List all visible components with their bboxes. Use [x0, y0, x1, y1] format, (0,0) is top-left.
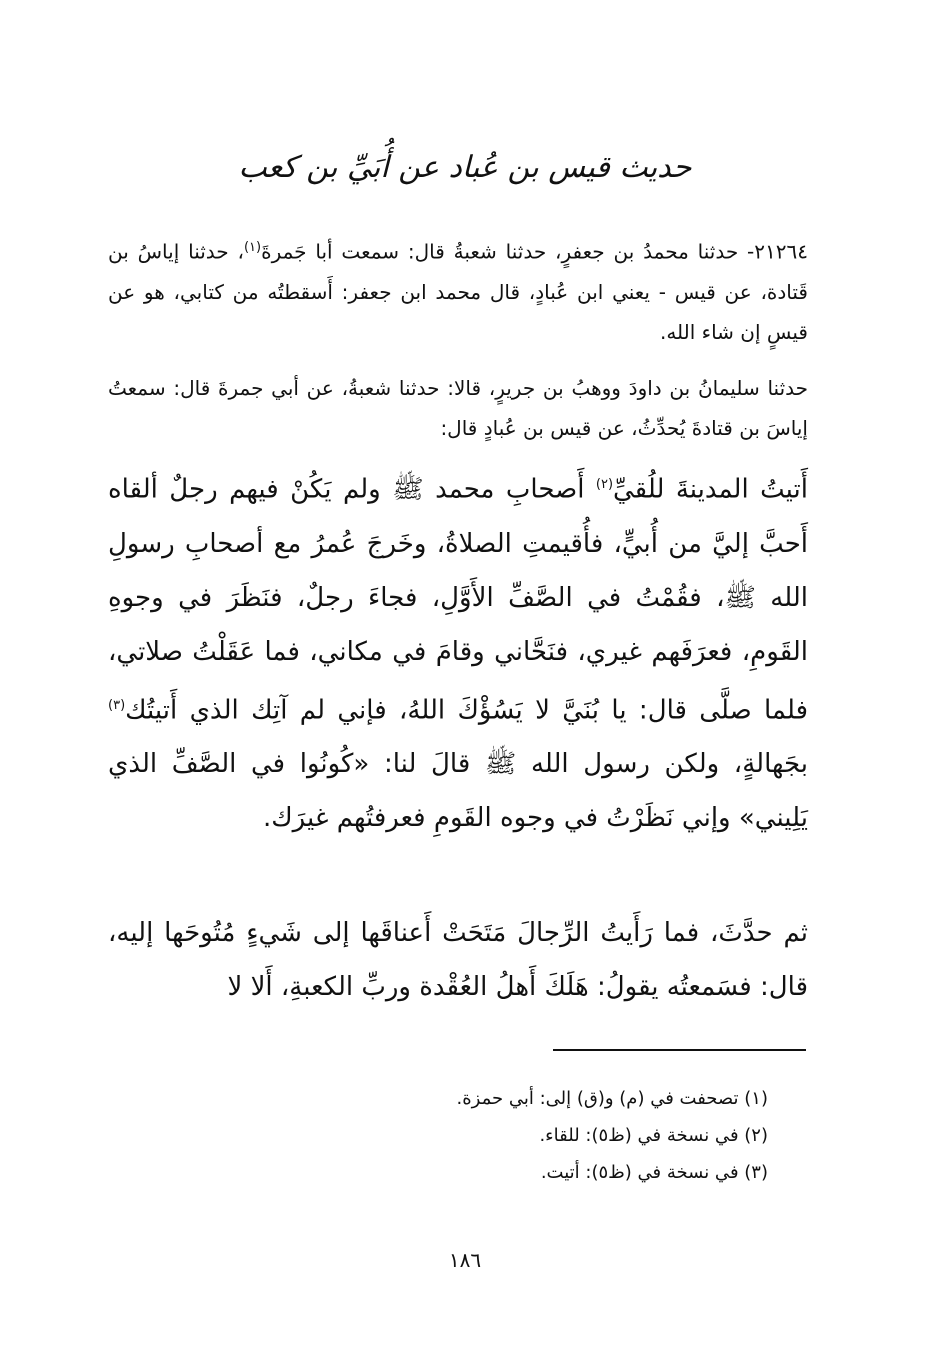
hadith-paragraph-1 [108, 228, 808, 352]
paragraph-text: ٢١٢٦٤- حدثنا محمدُ بن جعفرٍ، حدثنا شعبةُ قال: سمعت أبا جَمرةَ [261, 239, 808, 264]
paragraph-text: ، حدثنا إياسُ بن قَتادة، عن قيس - يعني ابن عُبادٍ، قال محمد ابن جعفر: أَسقطتُه من كتابي، هو عن قيسٍ إن شاء الله. [108, 239, 808, 344]
page-number: ١٨٦ [448, 1248, 482, 1272]
hadith-paragraph-3 [108, 458, 808, 845]
paragraph-text: أَصحابِ محمد ﷺ ولم يَكُنْ فيهم رجلٌ ألقاه أَحبَّ إليَّ من أُبيٍّ، فأُقيمتِ الصلاةُ، وخَرجَ عُمرُ مع أصحابِ رسولِ الله ﷺ، فقُمْتُ في الصَّفِّ الأَوَّلِ، فجاءَ رجلٌ، فنَظَرَ في وجوهِ القَومِ، فعرَفَهم غيري، فنَحَّاني وقامَ في مكاني، فما عَقَلْتُ صلاتي، فلما صلَّى قال: يا بُنَيَّ لا يَسُؤْكَ اللهُ، فإني لم آتِك الذي أَتيتُك [108, 474, 808, 726]
section-heading: حديث قيس بن عُباد عن أُبَيِّ بن كعب [238, 150, 692, 185]
footnote-item: (٣) في نسخة في (ظ٥): أتيت. [540, 1162, 768, 1183]
paragraph-text: أَتيتُ المدينةَ للُقيِّ [613, 474, 808, 505]
footnote-reference: (٢) [595, 477, 614, 492]
footnote-item: (٢) في نسخة في (ظ٥): للقاء. [539, 1125, 768, 1146]
footnote-separator [553, 1049, 806, 1051]
hadith-paragraph-2: حدثنا سليمانُ بن داودَ ووهبُ بن جريرٍ، قالا: حدثنا شعبةُ، عن أبي جمرةَ قال: سمعتُ إياسَ بن قتادةَ يُحدِّثُ، عن قيس بن عُبادٍ قال: [108, 376, 808, 440]
footnote-reference: (٣) [108, 697, 126, 713]
paragraph-text: بجَهالةٍ، ولكن رسول الله ﷺ قالَ لنا: «كُونُوا في الصَّفِّ الذي يَلِيني» وإني نَظَرْتُ في وجوه القَومِ فعرفتُهم غيرَك. [108, 749, 808, 834]
hadith-paragraph-4: ثم حدَّثَ، فما رَأَيتُ الرِّجالَ مَتَحَتْ أَعناقَها إلى شَيءٍ مُتُوحَها إليه، قال: فسَمعتُه يقولُ: هَلَكَ أَهلُ العُقْدة وربِّ الكعبةِ، أَلا لا [108, 918, 808, 1002]
footnote-item: (١) تصحفت في (م) و(ق) إلى: أبي حمزة. [456, 1088, 768, 1109]
footnotes-list [300, 1080, 768, 1191]
footnote-reference: (١) [243, 240, 262, 255]
